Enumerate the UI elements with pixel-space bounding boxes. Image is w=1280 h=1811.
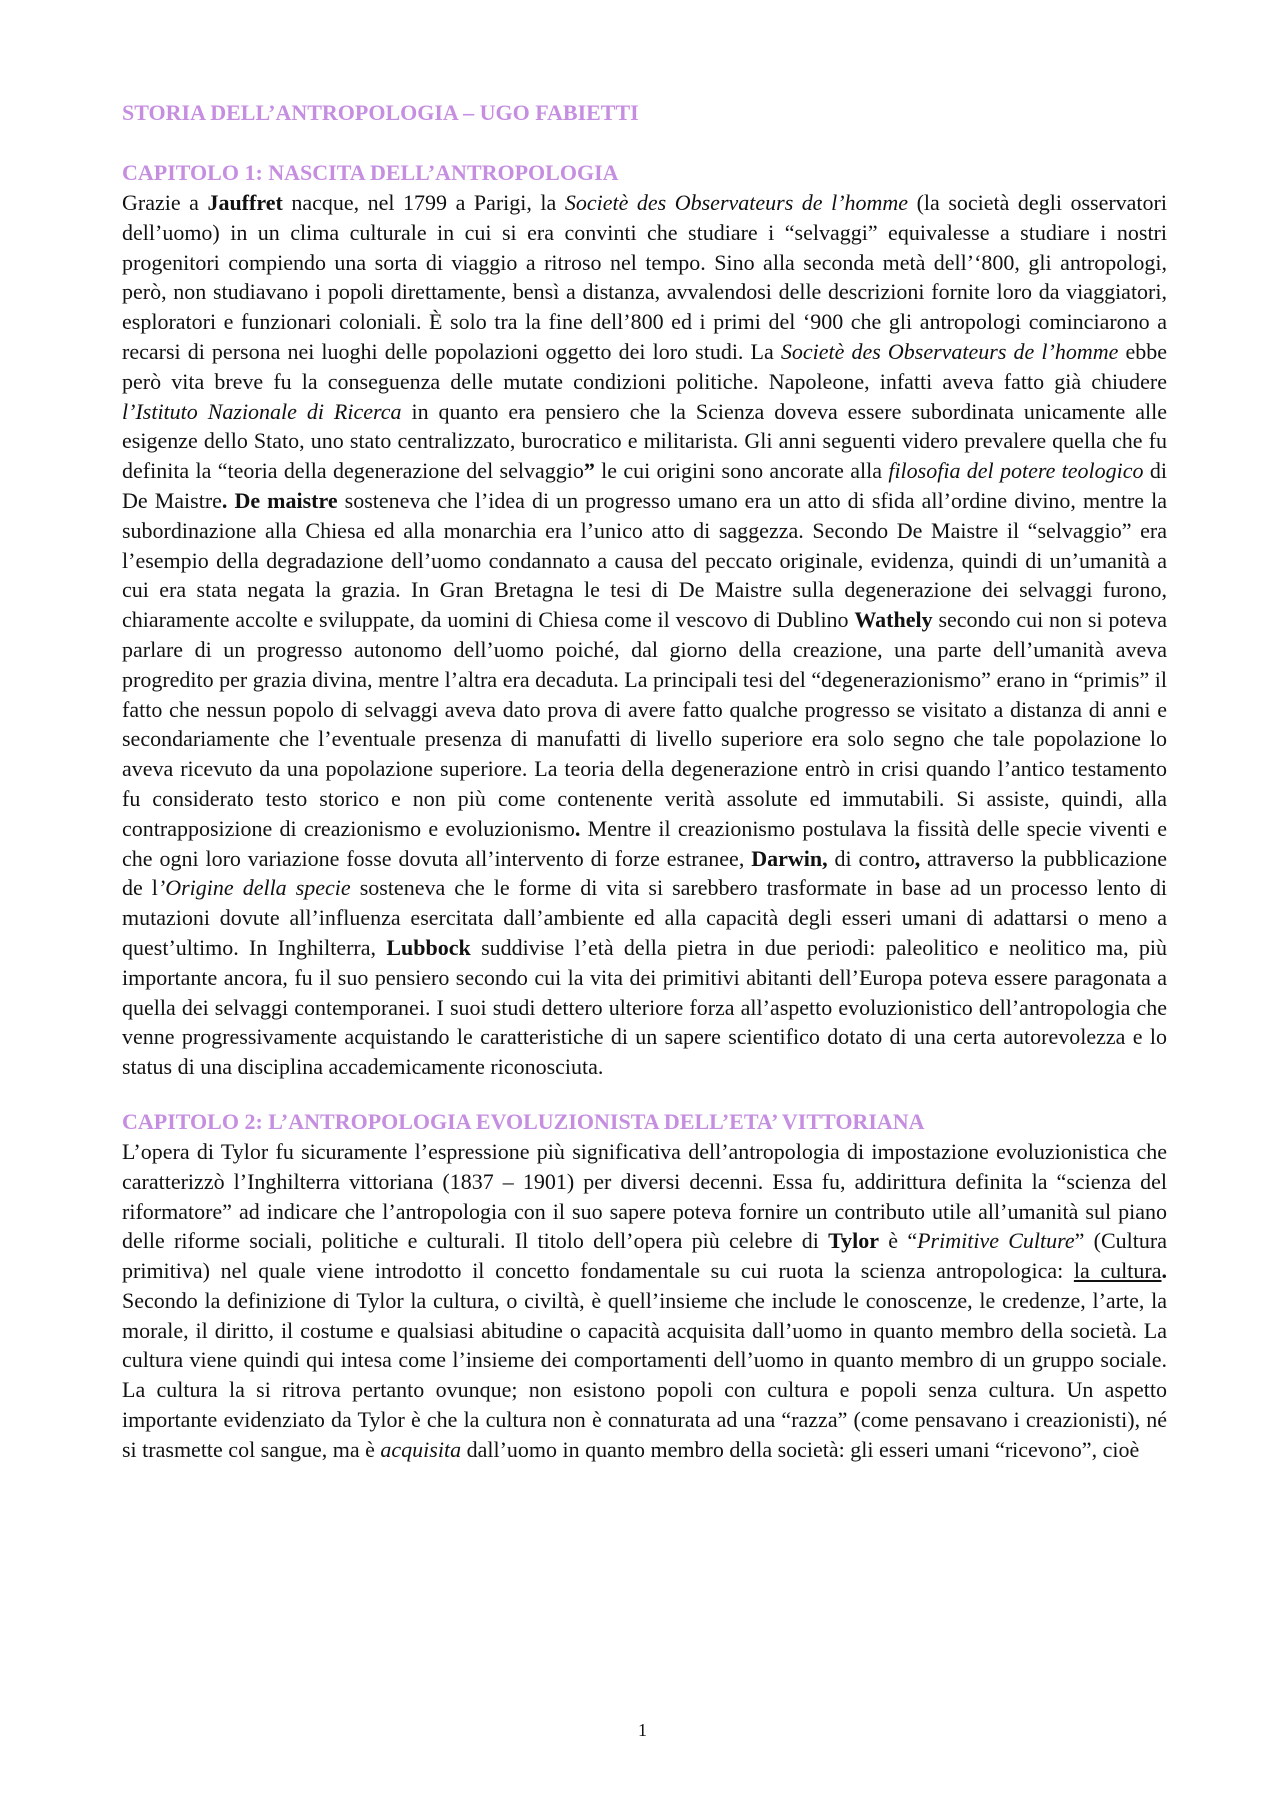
term-la-cultura: la cultura (1073, 1258, 1162, 1284)
text-run: in quanto era pensiero che la Scienza doveva essere subordinata unicamente alle esigenze dello Stato, uno stato centralizzato, burocratico e militarista. Gli anni seguenti videro prevalere quella che fu definita la “teoria della degenerazione del selvaggio (122, 398, 1168, 484)
bold-period: . (1161, 1258, 1167, 1284)
chapter-2-title: CAPITOLO 2: L’ANTROPOLOGIA EVOLUZIONISTA DELL’ETA’ VITTORIANA (122, 1108, 925, 1134)
text-run: Grazie a (122, 190, 208, 215)
text-run: di contro (827, 845, 915, 871)
text-run: nacque, nel 1799 a Parigi, la (282, 190, 565, 215)
name-tylor: Tylor (828, 1228, 880, 1254)
text-run: le cui origini sono ancorate alla (594, 458, 889, 484)
bold-period: . (574, 815, 581, 841)
name-jauffret: Jauffret (207, 190, 283, 215)
chapter-1-body (122, 188, 1167, 1082)
bold-comma: , (914, 845, 921, 871)
name-wathely: Wathely (854, 607, 933, 633)
text-run: suddivise l’età della pietra in due periodi: paleolitico e neolitico ma, più importante ancora, fu il suo pensiero secondo cui la vita dei primitivi abitanti dell’Europa poteva essere paragonata a quella dei selvaggi contemporanei. I suoi studi dettero ulteriore forza all’aspetto evoluzionistico dell’antropologia che venne progressivamente acquistando le caratteristiche di un sapere scientifico dotato di una certa autorevolezza e lo status di una disciplina accademicamente riconosciuta. (122, 934, 1168, 1080)
text-run: Secondo la definizione di Tylor la cultura, o civiltà, è quell’insieme che include le conoscenze, le credenze, l’arte, la morale, il diritto, il costume e qualsiasi abitudine o capacità acquisita dall’uomo in quanto membro della società. La cultura viene quindi qui intesa come l’insieme dei comportamenti dell’uomo in quanto membro di un gruppo sociale. La cultura la si ritrova pertanto ovunque; non esistono popoli con cultura e popoli senza cultura. Un aspetto importante evidenziato da Tylor è che la cultura non è connaturata ad una “razza” (come pensavano i creazionisti), né si trasmette col sangue, ma è (122, 1287, 1167, 1462)
title-primitive-culture: Primitive Culture (917, 1228, 1075, 1254)
name-de-maistre: . De maistre (221, 487, 338, 513)
chapter-2 (122, 1107, 1167, 1465)
name-lubbock: Lubbock (386, 934, 471, 960)
text-run: secondo cui non si poteva parlare di un progresso autonomo dell’uomo poiché, dal giorno della creazione, una parte dell’umanità aveva progredito per grazia divina, mentre l’altra era decaduta. La principali tesi del “degenerazionismo” erano in “primis” il fatto che nessun popolo di selvaggi aveva dato prova di avere fatto qualche progresso se visitato a distanza di anni e secondariamente che l’eventuale presenza di manufatti di livello superiore era solo segno che tale popolazione lo aveva ricevuto da una popolazione superiore. La teoria della degenerazione entrò in crisi quando l’antico testamento fu considerato testo storico e non più come contenente verità assolute ed immutabili. Si assiste, quindi, alla contrapposizione di creazionismo e evoluzionismo (122, 607, 1168, 841)
title-societe: Societè des Observateurs de l’homme (564, 190, 909, 215)
text-run: Mentre il creazionismo postulava la fissità delle specie viventi e che ogni loro variazione fosse dovuta all’intervento di forze estranee, (122, 815, 1168, 871)
text-run: attraverso la pubblicazione de l (122, 845, 1167, 901)
title-istituto: l’Istituto Nazionale di Ricerca (122, 398, 402, 424)
title-filosofia: filosofia del potere teologico (888, 458, 1144, 484)
text-run: sosteneva che le forme di vita si sarebbero trasformate in base ad un processo lento di mutazioni dovute all’influenza esercitata dall’ambiente ed alla capacità degli esseri umani di adattarsi o meno a quest’ultimo. In Inghilterra, (122, 875, 1167, 960)
text-run: (la società degli osservatori dell’uomo) in un clima culturale in cui si era convinti che studiare i “selvaggi” equivalesse a studiare i nostri progenitori compiendo una sorta di viaggio a ritroso nel tempo. Sino alla seconda metà dell’‘800, gli antropologi, però, non studiavano i popoli direttamente, bensì a distanza, avvalendosi delle descrizioni fornite loro da viaggiatori, esploratori e funzionari coloniali. È solo tra la fine dell’800 ed i primi del ‘900 che gli antropologi cominciarono a recarsi di persona nei luoghi delle popolazioni oggetto dei loro studi. La (122, 190, 1167, 364)
title-societe-2: Societè des Observateurs de l’homme (780, 338, 1119, 364)
text-run: L’opera di Tylor fu sicuramente l’espressione più significativa dell’antropologia di impostazione evoluzionistica che caratterizzò l’Inghilterra vittoriana (1837 – 1901) per diversi decenni. Essa fu, addirittura definita la “scienza del riformatore” ad indicare che l’antropologia con il suo sapere poteva fornire un contributo utile all’umanità sul piano delle riforme sociali, politiche e culturali. Il titolo dell’opera più celebre di (122, 1138, 1167, 1254)
chapter-1 (122, 158, 1167, 1082)
bold-quote: ” (583, 458, 595, 484)
document-title: STORIA DELL’ANTROPOLOGIA – UGO FABIETTI (122, 100, 639, 125)
text-run: ” (Cultura primitiva) nel quale viene introdotto il concetto fondamentale su cui ruota la scienza antropologica: (122, 1228, 1167, 1284)
chapter-1-title: CAPITOLO 1: NASCITA DELL’ANTROPOLOGIA (122, 160, 619, 185)
document-page (122, 96, 1167, 1465)
title-origine: ’Origine della specie (157, 875, 351, 901)
text-run: dall’uomo in quanto membro della società: gli esseri umani “ricevono”, cioè (461, 1436, 1140, 1462)
text-run: ebbe però vita breve fu la conseguenza delle mutate condizioni politiche. Napoleone, infatti aveva fatto già chiudere (122, 338, 1168, 394)
text-run: è “ (879, 1228, 918, 1254)
term-acquisita: acquisita (380, 1436, 462, 1462)
page-number: 1 (638, 1720, 647, 1740)
text-run: sosteneva che l’idea di un progresso umano era un atto di sfida all’ordine divino, mentre la subordinazione alla Chiesa ed alla monarchia era l’unico atto di saggezza. Secondo De Maistre il “selvaggio” era l’esempio della degradazione dell’uomo condannato a causa del peccato originale, evidenza, quindi di un’umanità a cui era stata negata la grazia. In Gran Bretagna le tesi di De Maistre sulla degenerazione dei selvaggi furono, chiaramente accolte e sviluppate, da uomini di Chiesa come il vescovo di Dublino (122, 487, 1167, 633)
text-run: di De Maistre (122, 458, 1167, 513)
chapter-2-body (122, 1137, 1167, 1465)
name-darwin: Darwin, (751, 845, 828, 871)
